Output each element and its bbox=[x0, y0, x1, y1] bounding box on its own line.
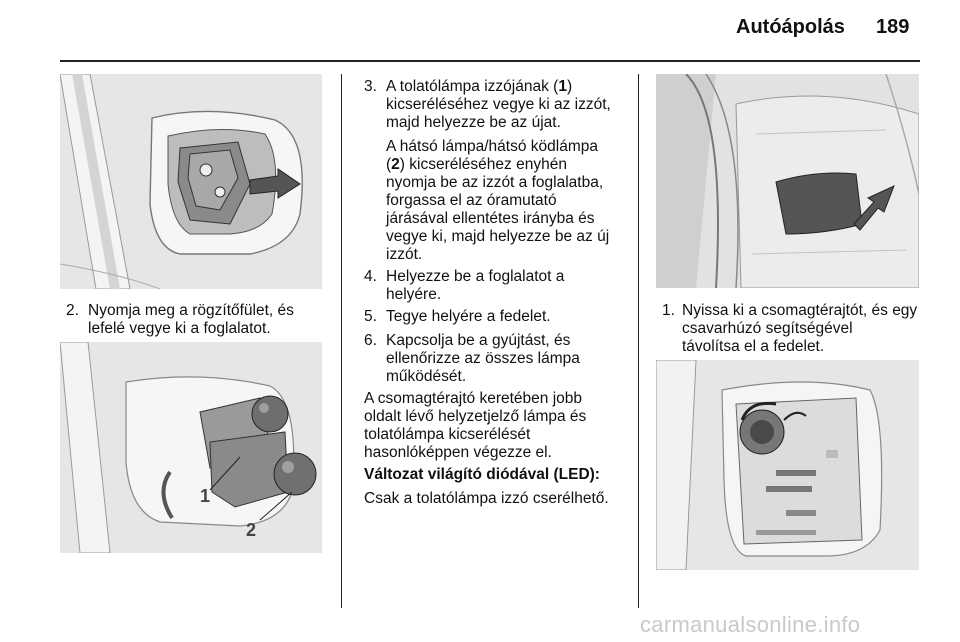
led-heading: Változat világító diódával (LED): bbox=[364, 466, 600, 483]
step-2-line-2: lefelé vegye ki a foglalatot. bbox=[88, 320, 271, 337]
header-rule bbox=[60, 60, 920, 62]
callout-1: 1 bbox=[200, 486, 211, 506]
led-text: Csak a tolatólámpa izzó cserélhető. bbox=[364, 490, 609, 507]
step-2-number: 2. bbox=[66, 302, 79, 319]
step-2-line-1: Nyomja meg a rögzítőfület, és bbox=[88, 302, 294, 319]
page-header-title: Autóápolás bbox=[736, 16, 845, 38]
callout-2: 2 bbox=[246, 520, 257, 540]
watermark: carmanualsonline.info bbox=[640, 612, 861, 637]
column-divider-2 bbox=[638, 74, 639, 608]
column-divider-1 bbox=[341, 74, 342, 608]
step-3-paragraph: A hátsó lámpa/hátsó ködlámpa (2) kicseréléséhez enyhén nyomja be az izzót a foglalatba, forgassa el az óramutató járásával ellentétes irányba és vegye ki, majd helyezze be az új izzót. bbox=[386, 138, 610, 263]
body-paragraph: A csomagtérajtó keretében jobb oldalt lévő helyzetjelző lámpa és tolatólámpa kicserélését hasonlóképpen végezze el. bbox=[364, 390, 587, 461]
illustration-lamp-holder bbox=[60, 74, 322, 289]
page-number: 189 bbox=[876, 16, 910, 38]
ref-2: 2 bbox=[391, 156, 400, 173]
step-3-number: 3. bbox=[364, 78, 377, 95]
ref-1: 1 bbox=[558, 78, 567, 95]
illustration-tailgate-cover bbox=[656, 74, 919, 288]
illustration-bulb-socket bbox=[656, 360, 919, 570]
illustration-bulbs bbox=[60, 342, 322, 553]
